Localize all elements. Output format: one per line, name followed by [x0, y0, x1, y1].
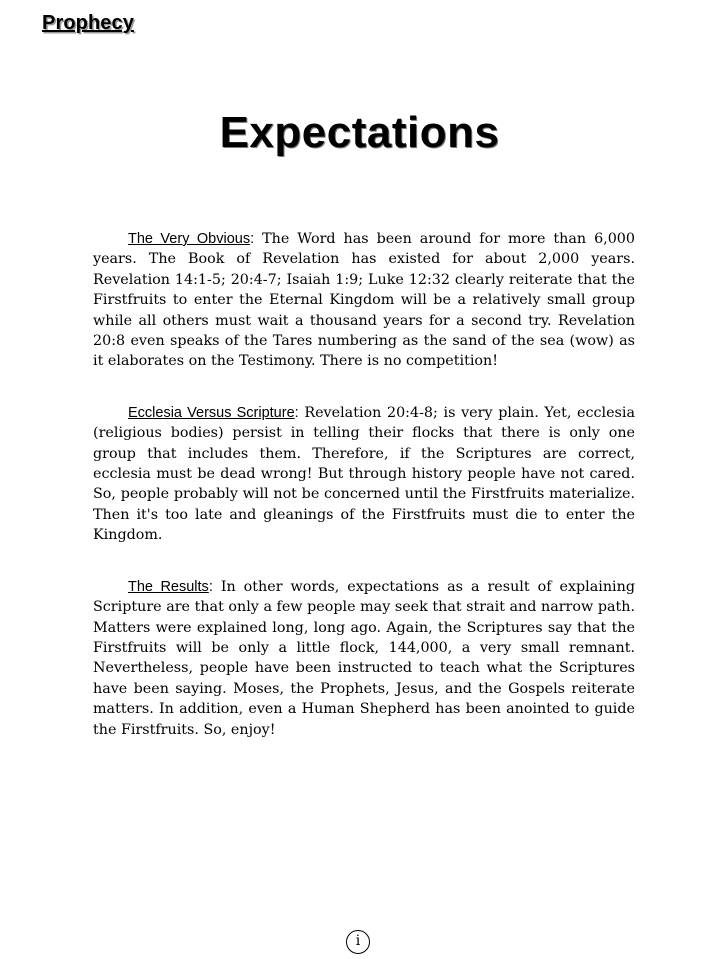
paragraph-heading — [128, 579, 213, 595]
paragraph-heading — [128, 405, 299, 421]
paragraph-very-obvious — [93, 229, 635, 372]
heading-colon: : — [208, 578, 213, 595]
paragraph-heading — [128, 231, 254, 247]
heading-text: The Results — [128, 578, 209, 595]
paragraph-the-results — [93, 577, 635, 740]
page-number: i — [346, 930, 370, 954]
paragraph-text: The Word has been around for more than 6,000 years. The Book of Revelation has existed for about 2,000 years. Revelation 14:1-5; 20:4-7; Isaiah 1:9; Luke 12:32 clearly reiterate that the Firstfruits to enter the Eternal Kingdom will be a relatively small group while all others must wait a thousand years for a second try. Revelation 20:8 even speaks of the Tares numbering as the sand of the sea (wow) as it elaborates on the Testimony. There is no competition! — [93, 231, 635, 370]
heading-text: Ecclesia Versus Scripture — [128, 404, 295, 421]
section-header: Prophecy — [42, 12, 134, 34]
heading-colon: : — [294, 404, 299, 421]
page-title: Expectations — [219, 108, 500, 157]
paragraph-text: Revelation 20:4-8; is very plain. Yet, ecclesia (religious bodies) persist in telling their flocks that there is only one group that includes them. Therefore, if the Scriptures are correct, ecclesia must be dead wrong! But through history people have not cared. So, people probably will not be concerned until the Firstfruits materialize. Then it's too late and gleanings of the Firstfruits must die to enter the Kingdom. — [93, 404, 635, 544]
heading-text: The Very Obvious — [128, 231, 251, 247]
paragraph-text: In other words, expectations as a result of explaining Scripture are that only a few people may seek that strait and narrow path. Matters were explained long, long ago. Again, the Scriptures say that the Firstfruits will be only a little flock, 144,000, a very small remnant. Nevertheless, people have been instructed to teach what the Scriptures have been saying. Moses, the Prophets, Jesus, and the Gospels reiterate matters. In addition, even a Human Shepherd has been anointed to guide the Firstfruits. So, enjoy! — [93, 578, 635, 738]
heading-colon: : — [250, 231, 255, 247]
paragraph-ecclesia-versus-scripture — [93, 403, 635, 546]
article-body — [93, 229, 635, 771]
